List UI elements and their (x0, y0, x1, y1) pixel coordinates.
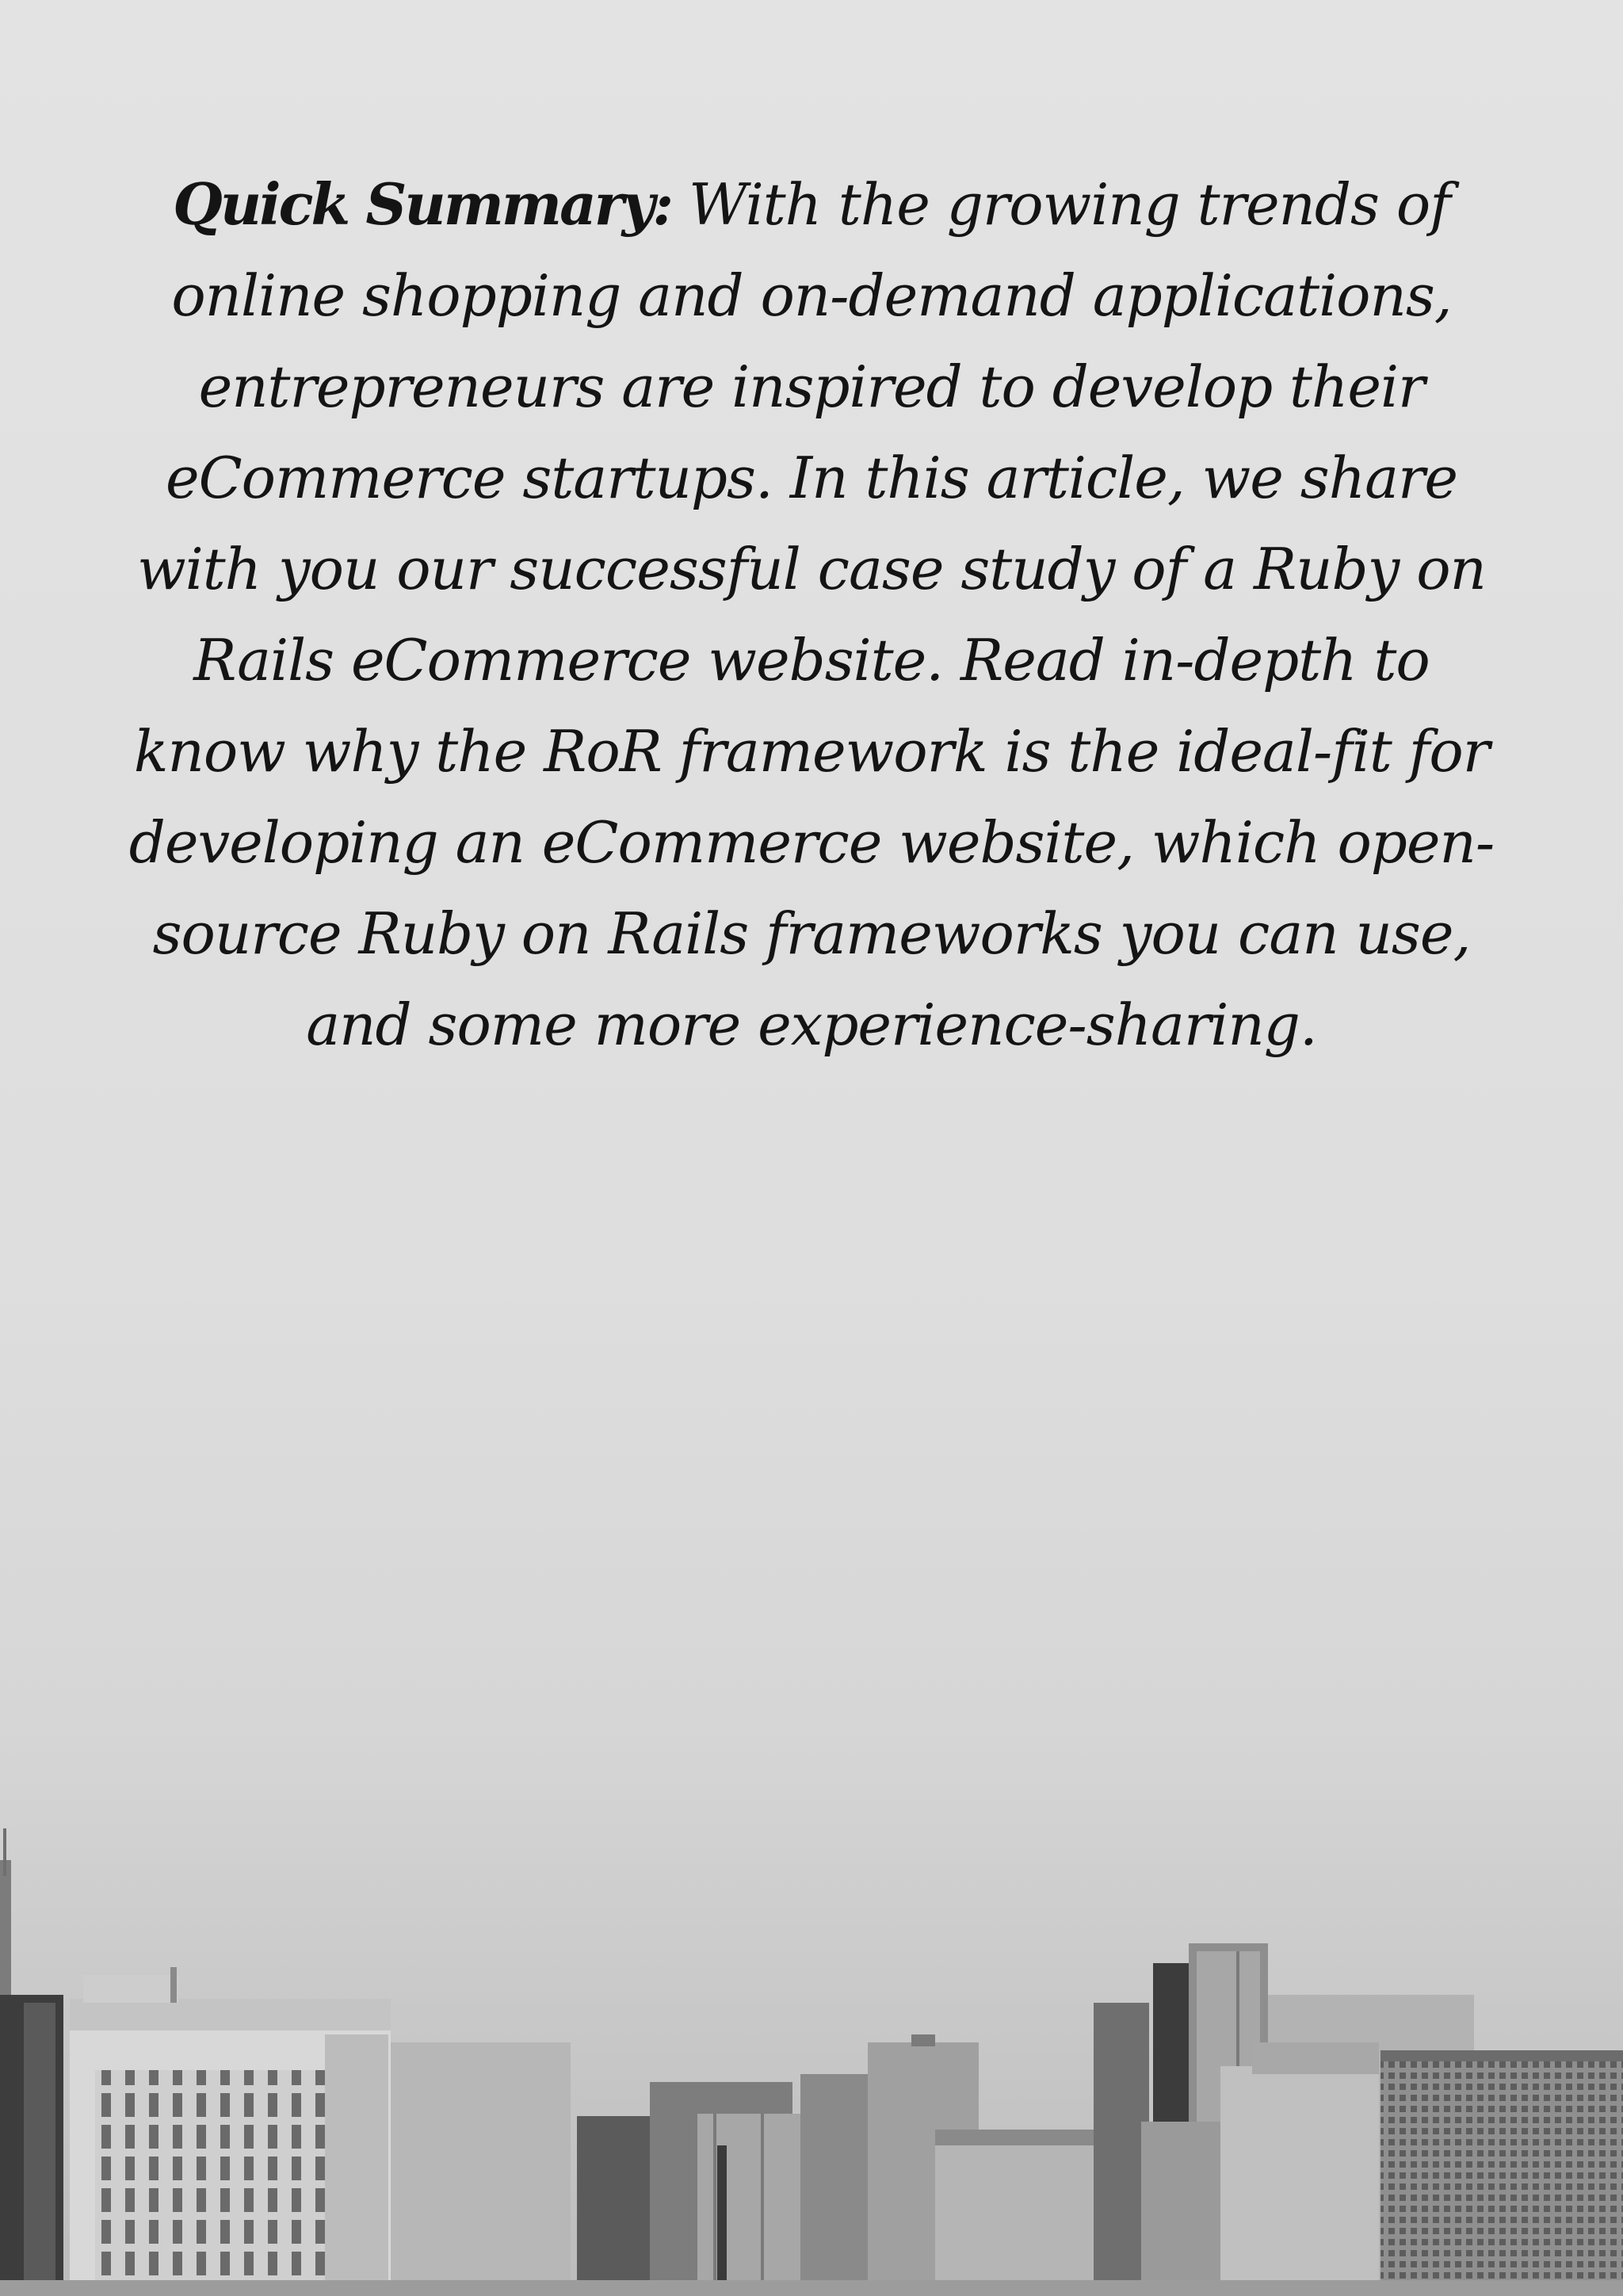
quick-summary-paragraph (119, 159, 1504, 1071)
quick-summary-text: With the growing trends of online shopping and on-demand applications, entrepreneurs are inspired to develop their eCommerce startups. In this article, we share with you our successful case study of a Ruby on Rails eCommerce website. Read in-depth to know why the RoR framework is the ideal-fit for developing an eCommerce website, which open-source Ruby on Rails frameworks you can use, and some more experience-sharing. (128, 171, 1495, 1058)
city-skyline-image (0, 1805, 1623, 2296)
quick-summary-label: Quick Summary: (173, 170, 672, 238)
